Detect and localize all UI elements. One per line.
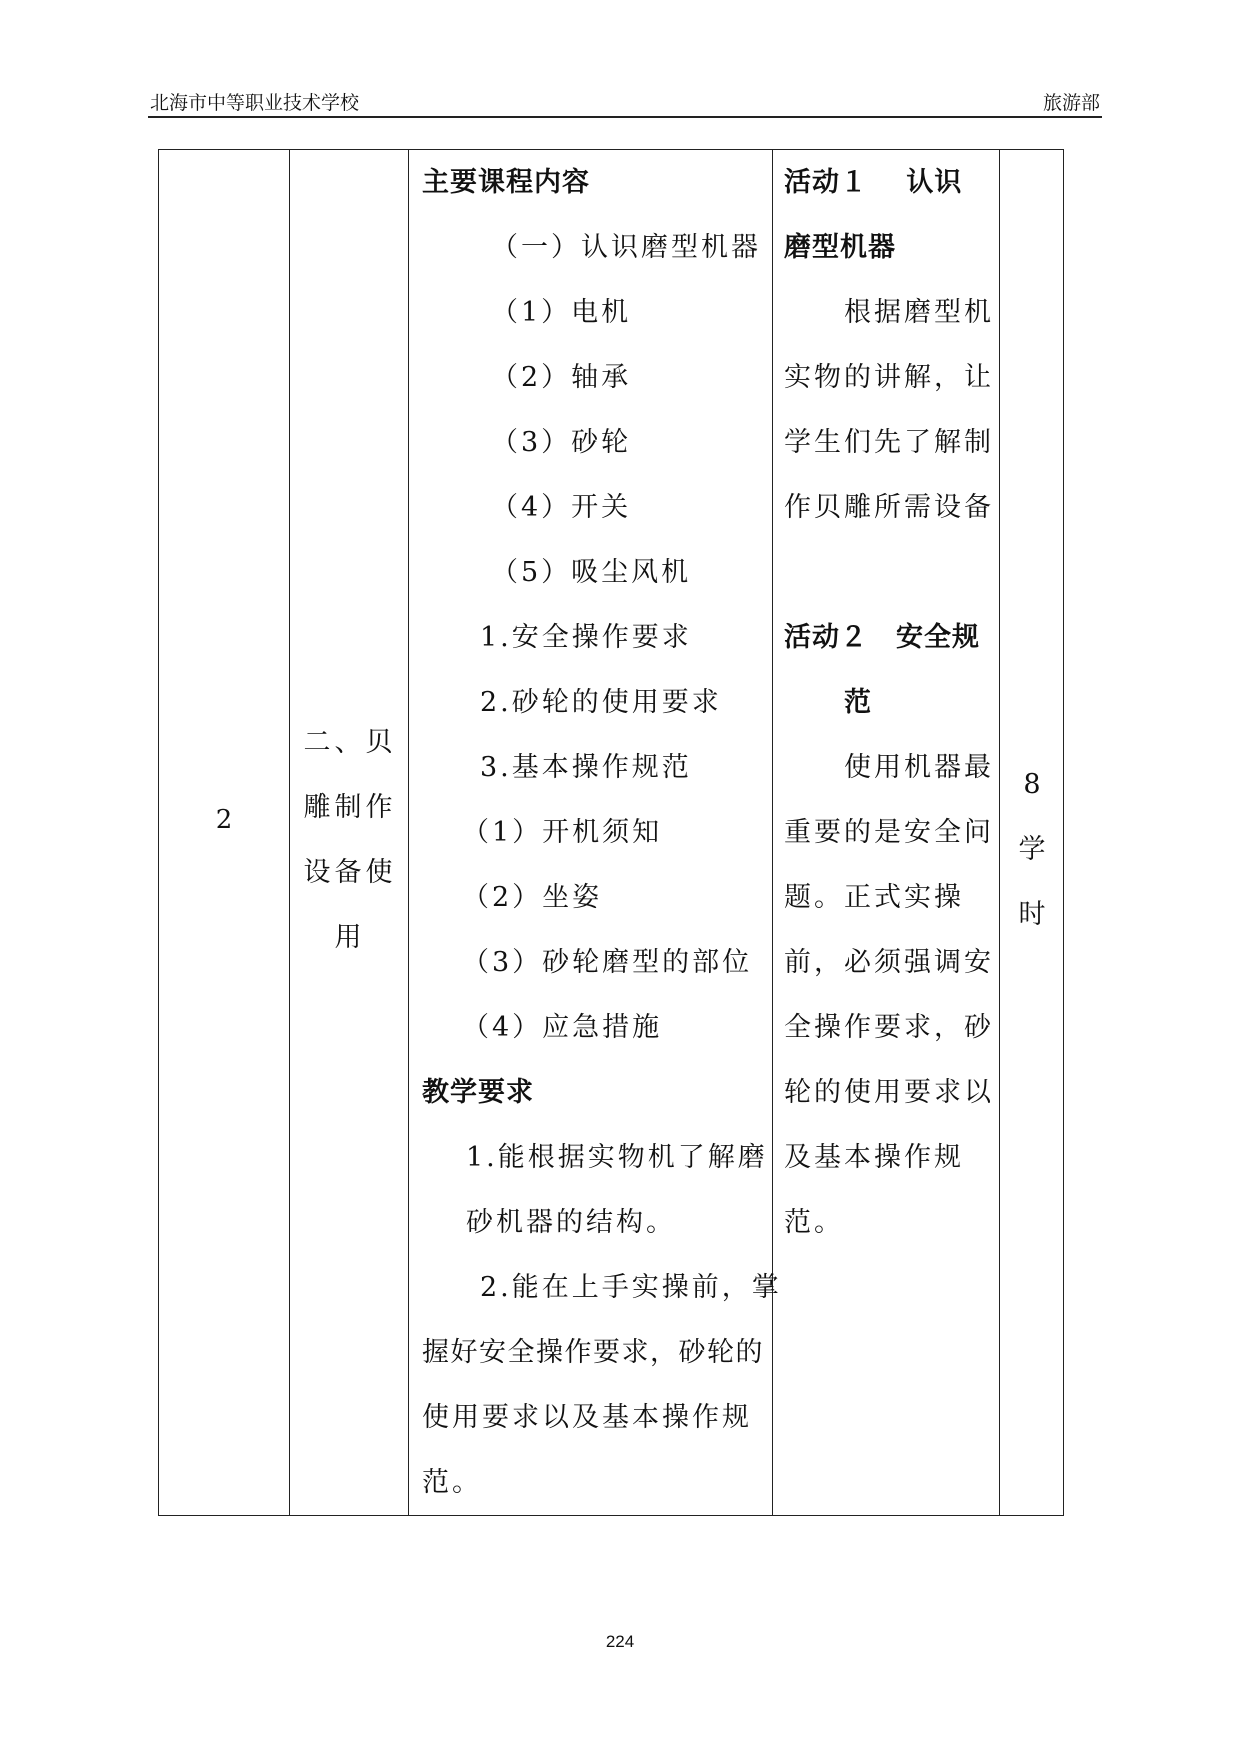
activity-heading: 活动１ 认识 [784, 167, 963, 198]
unit-title-line: 二、贝 [303, 727, 397, 758]
content-line: （3）砂轮磨型的部位 [462, 947, 753, 978]
activity-heading: 范 [844, 687, 872, 718]
activity-line: 题。正式实操 [784, 882, 964, 913]
content-line: 使用要求以及基本操作规 [422, 1402, 752, 1433]
unit-title [303, 710, 397, 970]
activity-line: 及基本操作规 [784, 1142, 964, 1173]
activity-line: 重要的是安全问 [784, 817, 994, 848]
content-line: （5）吸尘风机 [491, 557, 692, 588]
activity-line: 轮的使用要求以 [784, 1077, 994, 1108]
hours-line: 学 [1018, 834, 1046, 865]
activity-line: 学生们先了解制 [784, 427, 994, 458]
content-line: 3.基本操作规范 [480, 752, 692, 783]
content-line: 砂机器的结构。 [466, 1207, 676, 1238]
page-header [148, 86, 1102, 118]
content-line: （2）坐姿 [462, 882, 603, 913]
content-line: 2.砂轮的使用要求 [480, 687, 722, 718]
content-line: （4）应急措施 [462, 1012, 663, 1043]
row-number-cell [159, 150, 289, 1515]
activity-line: 作贝雕所需设备 [784, 492, 994, 523]
content-line: 握好安全操作要求，砂轮的 [422, 1337, 764, 1368]
course-table [158, 149, 1064, 1516]
content-line: 1.安全操作要求 [480, 622, 692, 653]
hours-cell [999, 150, 1065, 1515]
hours-line: 8 [1023, 769, 1041, 800]
unit-title-line: 雕制作 [303, 792, 397, 823]
activity-line: 前，必须强调安 [784, 947, 994, 978]
section-heading: 主要课程内容 [422, 167, 590, 198]
hours [999, 752, 1065, 947]
activity-heading: 活动２ 安全规 [784, 622, 980, 653]
activity-heading: 磨型机器 [784, 232, 896, 263]
section-heading: 教学要求 [422, 1077, 534, 1108]
content-line: （2）轴承 [491, 362, 632, 393]
activity-cell [772, 150, 999, 1515]
activity-line: 根据磨型机 [844, 297, 994, 328]
school-name: 北海市中等职业技术学校 [150, 92, 360, 114]
content-line: （1）电机 [491, 297, 632, 328]
content-line: （3）砂轮 [491, 427, 632, 458]
unit-title-cell [289, 150, 408, 1515]
activity-line: 范。 [784, 1207, 844, 1238]
content-line: 2.能在上手实操前，掌 [480, 1272, 782, 1303]
unit-title-line: 用 [334, 922, 366, 953]
page-number: 224 [605, 1632, 635, 1651]
activity-line: 使用机器最 [844, 752, 994, 783]
content-line: （1）开机须知 [462, 817, 663, 848]
content-line: 1.能根据实物机了解磨 [466, 1142, 768, 1173]
row-number: 2 [215, 805, 233, 835]
hours-line: 时 [1018, 899, 1046, 930]
department-name: 旅游部 [1042, 92, 1100, 114]
unit-title-line: 设备使 [303, 857, 397, 888]
content-line: 范。 [422, 1467, 482, 1498]
course-content-cell [408, 150, 782, 1515]
content-line: （一）认识磨型机器 [491, 232, 761, 263]
activity-line: 实物的讲解，让 [784, 362, 994, 393]
content-line: （4）开关 [491, 492, 632, 523]
activity-line: 全操作要求，砂 [784, 1012, 994, 1043]
